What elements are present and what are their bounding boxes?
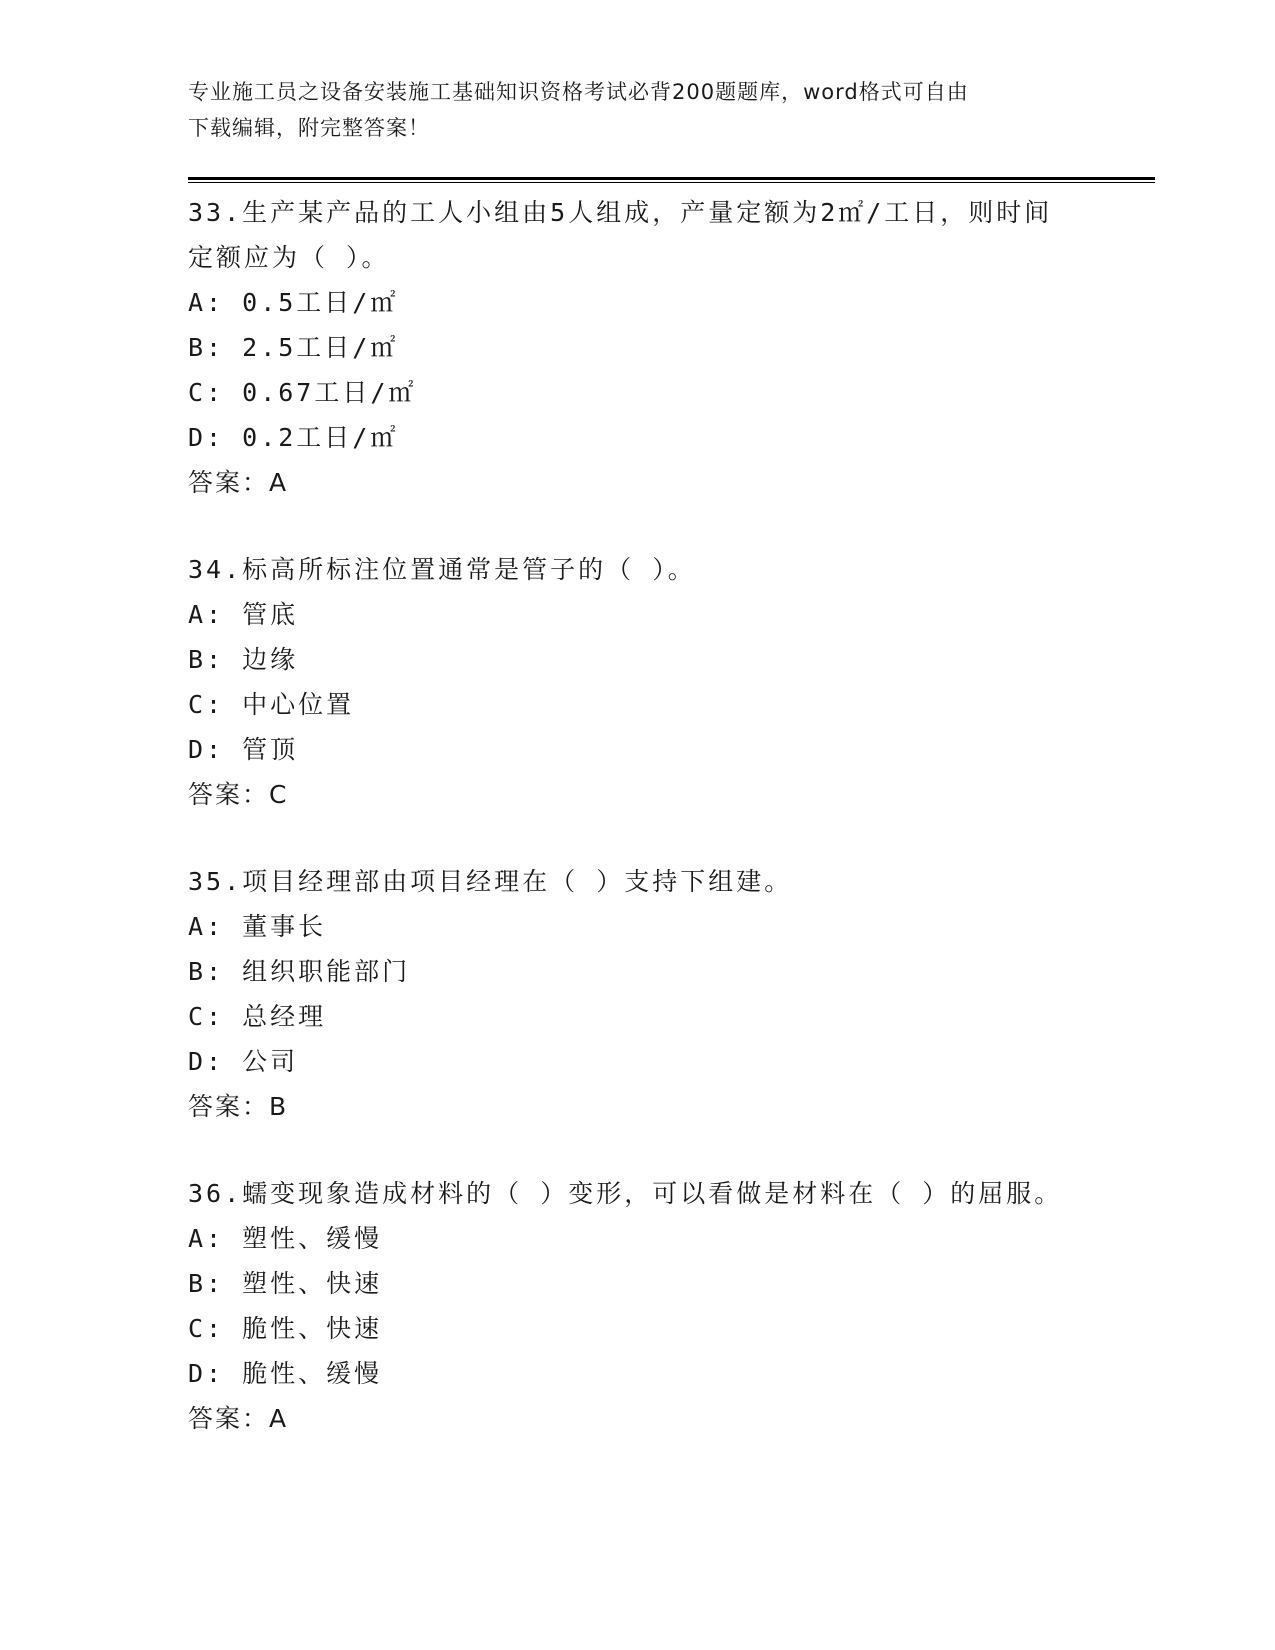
question-36 xyxy=(188,1171,1148,1441)
option-b: B: 塑性、快速 xyxy=(188,1269,383,1298)
question-stem: 35.项目经理部由项目经理在（ ）支持下组建。 xyxy=(188,867,793,896)
option-d: D: 管顶 xyxy=(188,735,299,764)
option-b: B: 2.5工日/㎡ xyxy=(188,333,399,362)
header-line-2: 下载编辑，附完整答案！ xyxy=(188,116,430,140)
answer-line: 答案：A xyxy=(188,468,289,497)
option-c: C: 0.67工日/㎡ xyxy=(188,378,417,407)
option-d: D: 0.2工日/㎡ xyxy=(188,423,399,452)
question-list xyxy=(188,190,1148,1483)
header-rule-thick xyxy=(188,177,1155,180)
question-stem-continued: 定额应为（ ）。 xyxy=(188,243,390,272)
question-stem: 36.蠕变现象造成材料的（ ）变形，可以看做是材料在（ ）的屈服。 xyxy=(188,1179,1063,1208)
option-c: C: 脆性、快速 xyxy=(188,1314,383,1343)
question-stem: 34.标高所标注位置通常是管子的（ ）。 xyxy=(188,555,696,584)
option-d: D: 脆性、缓慢 xyxy=(188,1359,383,1388)
question-35 xyxy=(188,859,1148,1129)
option-c: C: 总经理 xyxy=(188,1002,327,1031)
answer-line: 答案：C xyxy=(188,780,289,809)
answer-line: 答案：A xyxy=(188,1404,289,1433)
question-33 xyxy=(188,190,1148,505)
option-b: B: 组织职能部门 xyxy=(188,957,411,986)
header-line-1: 专业施工员之设备安装施工基础知识资格考试必背200题题库，word格式可自由 xyxy=(188,80,969,104)
option-d: D: 公司 xyxy=(188,1047,299,1076)
option-a: A: 塑性、缓慢 xyxy=(188,1224,383,1253)
option-a: A: 0.5工日/㎡ xyxy=(188,288,399,317)
question-34 xyxy=(188,547,1148,817)
option-c: C: 中心位置 xyxy=(188,690,355,719)
document-header xyxy=(188,74,1088,146)
answer-line: 答案：B xyxy=(188,1092,289,1121)
option-a: A: 董事长 xyxy=(188,912,327,941)
header-rule-thin xyxy=(188,182,1155,183)
option-a: A: 管底 xyxy=(188,600,299,629)
question-stem: 33.生产某产品的工人小组由5人组成，产量定额为2㎡/工日，则时间 xyxy=(188,198,1053,227)
option-b: B: 边缘 xyxy=(188,645,299,674)
